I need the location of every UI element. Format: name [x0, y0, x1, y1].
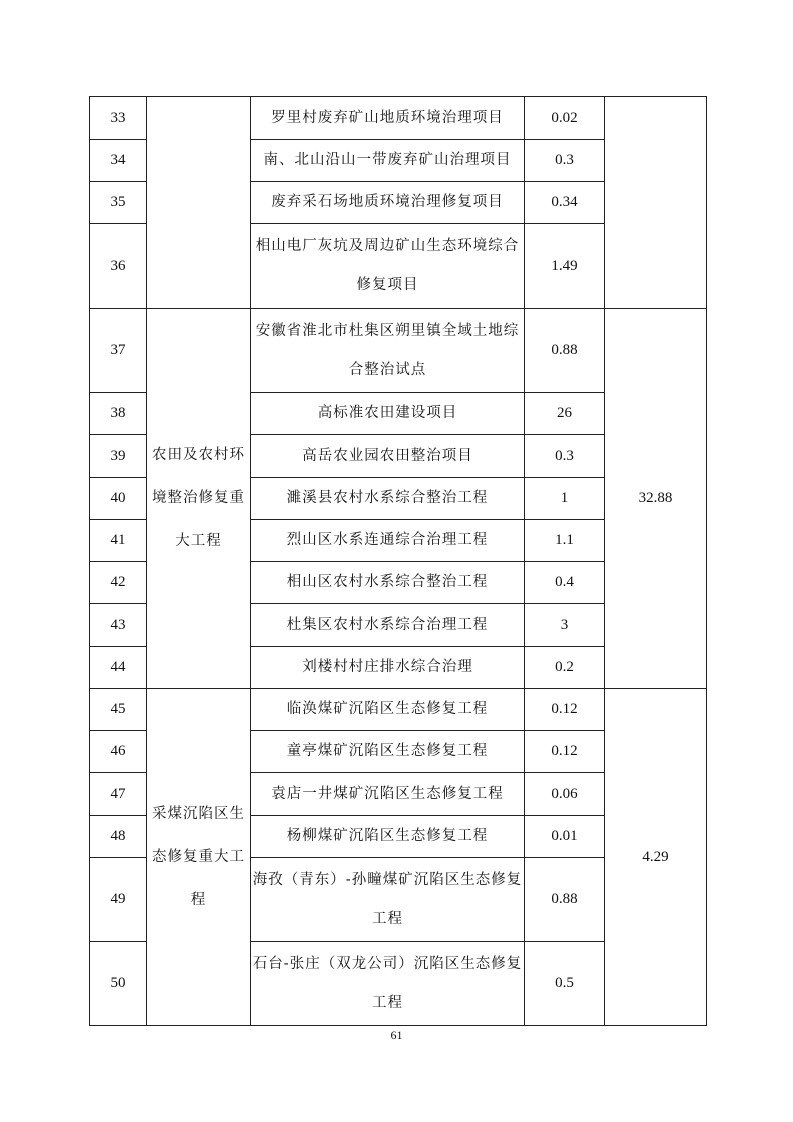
- project-value: 0.4: [525, 562, 605, 604]
- project-value: 0.3: [525, 140, 605, 182]
- project-value: 0.01: [525, 816, 605, 858]
- project-name: 安徽省淮北市杜集区朔里镇全域土地综合整治试点: [251, 309, 525, 393]
- category-cell-empty: [147, 97, 251, 309]
- project-value: 26: [525, 393, 605, 435]
- project-table: [89, 96, 707, 1026]
- row-number: 50: [90, 942, 147, 1026]
- row-number: 49: [90, 858, 147, 942]
- total-farmland: 32.88: [605, 309, 707, 689]
- row-number: 45: [90, 689, 147, 731]
- project-value: 0.3: [525, 435, 605, 478]
- project-name: 袁店一井煤矿沉陷区生态修复工程: [251, 773, 525, 816]
- project-value: 1: [525, 478, 605, 520]
- project-name: 罗里村废弃矿山地质环境治理项目: [251, 97, 525, 140]
- row-number: 36: [90, 224, 147, 309]
- project-value: 0.88: [525, 309, 605, 393]
- table-row: [90, 97, 707, 140]
- project-name: 刘楼村村庄排水综合治理: [251, 647, 525, 689]
- page-number: 61: [390, 1028, 403, 1042]
- project-name: 杜集区农村水系综合治理工程: [251, 604, 525, 647]
- total-cell-empty: [605, 97, 707, 309]
- project-name: 高标准农田建设项目: [251, 393, 525, 435]
- row-number: 41: [90, 520, 147, 562]
- project-name: 海孜（青东）-孙疃煤矿沉陷区生态修复工程: [251, 858, 525, 942]
- project-name: 相山电厂灰坑及周边矿山生态环境综合修复项目: [251, 224, 525, 309]
- row-number: 39: [90, 435, 147, 478]
- row-number: 44: [90, 647, 147, 689]
- category-farmland: 农田及农村环境整治修复重大工程: [147, 309, 251, 689]
- row-number: 35: [90, 182, 147, 224]
- total-coal: 4.29: [605, 689, 707, 1026]
- row-number: 47: [90, 773, 147, 816]
- project-name: 杨柳煤矿沉陷区生态修复工程: [251, 816, 525, 858]
- table-row: [90, 689, 707, 731]
- project-value: 0.2: [525, 647, 605, 689]
- project-name: 烈山区水系连通综合治理工程: [251, 520, 525, 562]
- project-name: 南、北山沿山一带废弃矿山治理项目: [251, 140, 525, 182]
- project-value: 0.12: [525, 689, 605, 731]
- project-name: 废弃采石场地质环境治理修复项目: [251, 182, 525, 224]
- row-number: 48: [90, 816, 147, 858]
- project-name: 高岳农业园农田整治项目: [251, 435, 525, 478]
- project-name: 相山区农村水系综合整治工程: [251, 562, 525, 604]
- project-value: 1.1: [525, 520, 605, 562]
- row-number: 43: [90, 604, 147, 647]
- row-number: 42: [90, 562, 147, 604]
- project-value: 0.02: [525, 97, 605, 140]
- project-name: 石台-张庄（双龙公司）沉陷区生态修复工程: [251, 942, 525, 1026]
- project-name: 濉溪县农村水系综合整治工程: [251, 478, 525, 520]
- project-value: 0.5: [525, 942, 605, 1026]
- project-name: 童亭煤矿沉陷区生态修复工程: [251, 731, 525, 773]
- project-value: 1.49: [525, 224, 605, 309]
- row-number: 34: [90, 140, 147, 182]
- project-value: 0.34: [525, 182, 605, 224]
- project-value: 0.12: [525, 731, 605, 773]
- project-name: 临涣煤矿沉陷区生态修复工程: [251, 689, 525, 731]
- project-value: 3: [525, 604, 605, 647]
- category-coal: 采煤沉陷区生态修复重大工程: [147, 689, 251, 1026]
- row-number: 38: [90, 393, 147, 435]
- project-value: 0.06: [525, 773, 605, 816]
- row-number: 33: [90, 97, 147, 140]
- project-value: 0.88: [525, 858, 605, 942]
- row-number: 37: [90, 309, 147, 393]
- row-number: 46: [90, 731, 147, 773]
- row-number: 40: [90, 478, 147, 520]
- table-row: [90, 309, 707, 393]
